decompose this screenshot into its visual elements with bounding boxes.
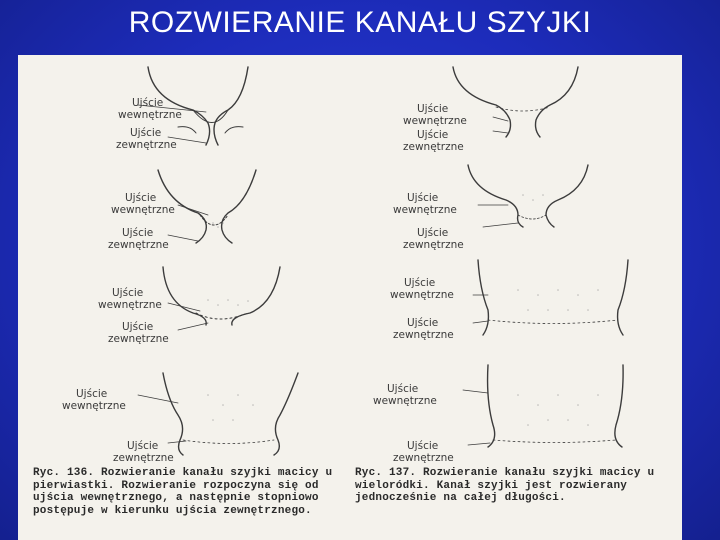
- left-panel-3-internal-os-label: Ujście wewnętrzne: [98, 287, 162, 311]
- left-figure-caption: Ryc. 136. Rozwieranie kanału szyjki macicy u pierwiastki. Rozwieranie rozpoczyna się od ujścia wewnętrznego, a następnie stopniowo postępuje w kierunku ujścia zewnętrznego.: [33, 467, 333, 517]
- left-panel-1-external-os-label: Ujście zewnętrzne: [116, 127, 177, 151]
- right-panel-2-external-os-label: Ujście zewnętrzne: [403, 227, 464, 251]
- right-panel-3-drawing: [473, 260, 628, 335]
- right-panel-2-drawing: [468, 165, 588, 227]
- left-panel-1-internal-os-label: Ujście wewnętrzne: [118, 97, 182, 121]
- left-panel-2-external-os-label: Ujście zewnętrzne: [108, 227, 169, 251]
- left-panel-2-internal-os-label: Ujście wewnętrzne: [111, 192, 175, 216]
- right-panel-2-internal-os-label: Ujście wewnętrzne: [393, 192, 457, 216]
- scanned-figure: [18, 55, 682, 540]
- left-panel-3-external-os-label: Ujście zewnętrzne: [108, 321, 169, 345]
- left-panel-4-internal-os-label: Ujście wewnętrzne: [62, 388, 126, 412]
- right-panel-4-external-os-label: Ujście zewnętrzne: [393, 440, 454, 464]
- right-panel-4-internal-os-label: Ujście wewnętrzne: [373, 383, 437, 407]
- right-figure-caption: Ryc. 137. Rozwieranie kanału szyjki macicy u wieloródki. Kanał szyjki jest rozwierany jednocześnie na całej długości.: [355, 467, 655, 504]
- right-panel-3-internal-os-label: Ujście wewnętrzne: [390, 277, 454, 301]
- right-panel-1-external-os-label: Ujście zewnętrzne: [403, 129, 464, 153]
- right-panel-1-internal-os-label: Ujście wewnętrzne: [403, 103, 467, 127]
- slide-title: ROZWIERANIE KANAŁU SZYJKI: [128, 6, 592, 39]
- left-panel-4-external-os-label: Ujście zewnętrzne: [113, 440, 174, 464]
- right-panel-1-drawing: [453, 67, 578, 137]
- right-panel-3-external-os-label: Ujście zewnętrzne: [393, 317, 454, 341]
- right-panel-4-drawing: [463, 365, 623, 447]
- left-panel-3-drawing: [163, 267, 280, 330]
